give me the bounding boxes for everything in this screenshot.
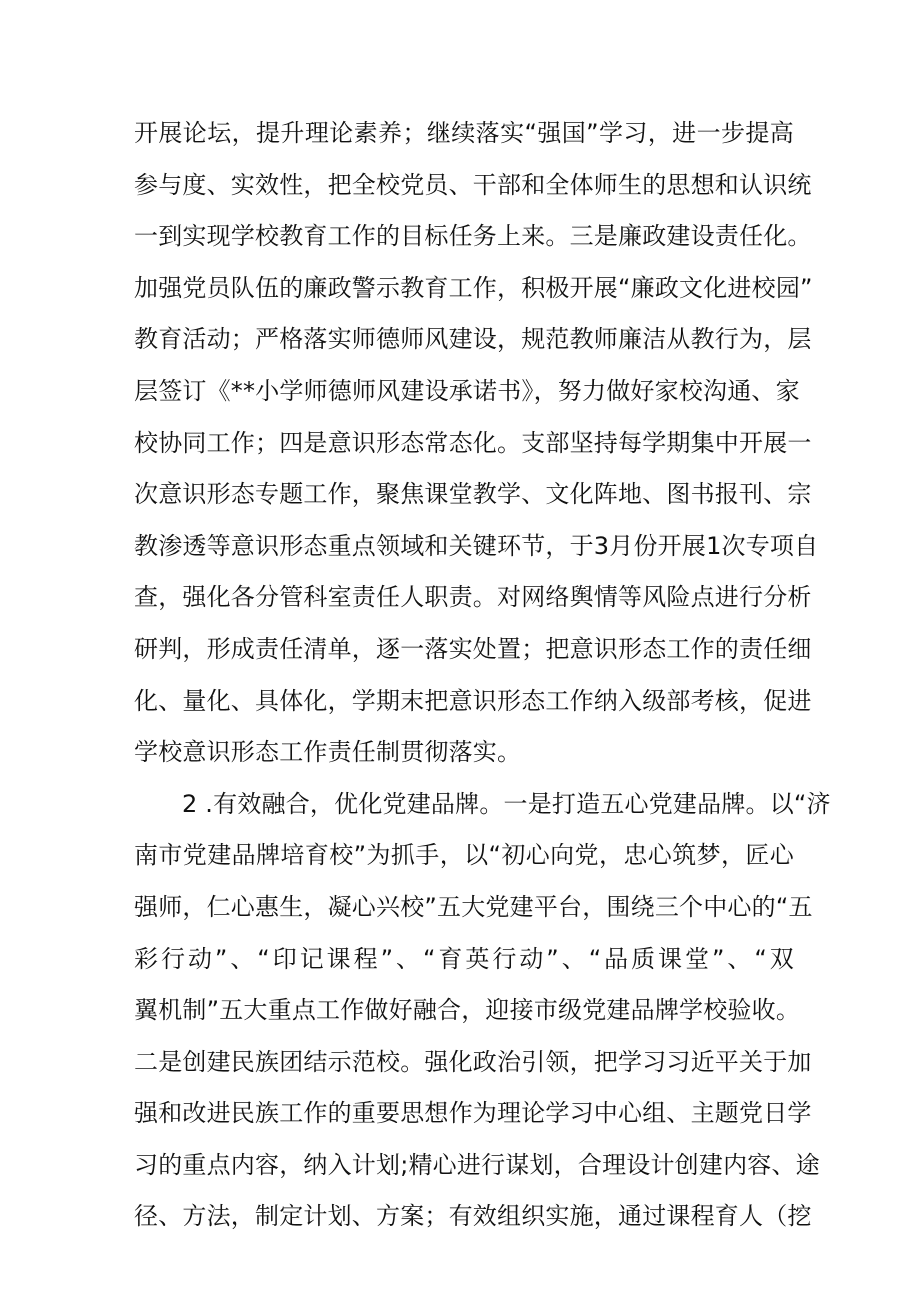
text-line: 查，强化各分管科室责任人职责。对网络舆情等风险点进行分析 (134, 583, 812, 612)
text-line: 二是创建民族团结示范校。强化政治引领，把学习习近平关于加 (134, 1047, 812, 1076)
text-line: 强师，仁心惠生，凝心兴校”五大党建平台，围绕三个中心的“五 (134, 892, 813, 921)
text-line: 强和改进民族工作的重要思想作为理论学习中心组、主题党日学 (134, 1099, 812, 1128)
paragraph-end-line: 学校意识形态工作责任制贯彻落实。 (134, 738, 522, 767)
text-line: 翼机制”五大重点工作做好融合，迎接市级党建品牌学校验收。 (134, 996, 801, 1025)
text-line: 径、方法，制定计划、方案；有效组织实施，通过课程育人（挖 (134, 1202, 812, 1231)
text-line: 化、量化、具体化，学期末把意识形态工作纳入级部考核，促进 (134, 686, 812, 715)
text-line: 加强党员队伍的廉政警示教育工作，积极开展“廉政文化进校园” (134, 273, 813, 302)
paragraph-start-line: 2 .有效融合，优化党建品牌。一是打造五心党建品牌。以“济 (182, 789, 831, 818)
text-line: 南市党建品牌培育校”为抓手，以“初心向党，忠心筑梦，匠心 (134, 841, 794, 870)
text-line: 习的重点内容，纳入计划;精心进行谋划，合理设计创建内容、途 (134, 1150, 820, 1179)
text-line: 次意识形态专题工作，聚焦课堂教学、文化阵地、图书报刊、宗 (134, 480, 812, 509)
text-line: 研判，形成责任清单，逐一落实处置；把意识形态工作的责任细 (134, 634, 812, 663)
text-line: 校协同工作；四是意识形态常态化。支部坚持每学期集中开展一 (134, 428, 812, 457)
text-line: 彩行动”、“印记课程”、“育英行动”、“品质课堂”、“双 (134, 944, 794, 973)
text-line: 参与度、实效性，把全校党员、干部和全体师生的思想和认识统 (134, 170, 812, 199)
text-line: 层签订《**小学师德师风建设承诺书》，努力做好家校沟通、家 (134, 376, 800, 405)
document-body (134, 108, 831, 1243)
text-line: 一到实现学校教育工作的目标任务上来。三是廉政建设责任化。 (134, 222, 812, 251)
text-line: 教渗透等意识形态重点领域和关键环节，于3月份开展1次专项自 (134, 531, 819, 560)
text-line: 开展论坛，提升理论素养；继续落实“强国”学习，进一步提高 (134, 119, 794, 147)
text-line: 教育活动；严格落实师德师风建设，规范教师廉洁从教行为，层 (134, 325, 812, 354)
